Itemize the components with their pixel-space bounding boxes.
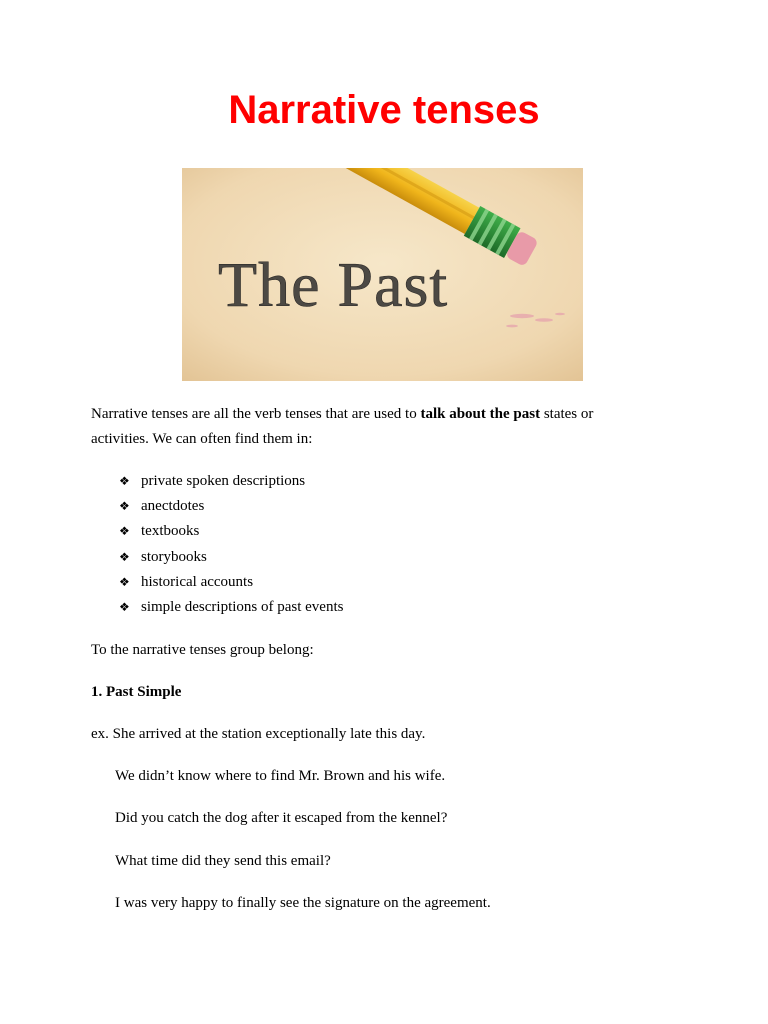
intro-bold-phrase: talk about the past — [420, 406, 541, 422]
diamond-bullet-icon: ❖ — [119, 474, 130, 488]
hero-caption: The Past — [218, 249, 449, 320]
group-intro: To the narrative tenses group belong: — [91, 642, 314, 658]
page-title: Narrative tenses — [228, 88, 540, 132]
example-sentence: I was very happy to finally see the signature on the agreement. — [115, 895, 491, 911]
example-sentence: Did you catch the dog after it escaped from the kennel? — [115, 810, 448, 826]
contexts-list — [119, 471, 343, 622]
example-sentence: We didn’t know where to find Mr. Brown and his wife. — [115, 768, 446, 784]
intro-line-2: activities. We can often find them in: — [91, 431, 313, 447]
list-item: ❖ private spoken descriptions — [119, 473, 306, 489]
intro-line-1: Narrative tenses are all the verb tenses that are used to talk about the past states or — [91, 406, 594, 422]
diamond-bullet-icon: ❖ — [119, 599, 130, 614]
example-sentence: ex. She arrived at the station exceptionally late this day. — [91, 726, 426, 742]
diamond-bullet-icon: ❖ — [119, 499, 130, 514]
the-past-image — [182, 168, 583, 381]
list-item: ❖ storybooks — [119, 548, 207, 565]
example-sentence: What time did they send this email? — [115, 853, 331, 869]
diamond-bullet-icon: ❖ — [119, 524, 130, 539]
list-item: ❖ anectdotes — [119, 498, 205, 515]
list-item: ❖ simple descriptions of past events — [119, 598, 344, 615]
list-item: ❖ historical accounts — [119, 573, 254, 590]
section-heading-past-simple: 1. Past Simple — [91, 684, 182, 700]
diamond-bullet-icon: ❖ — [119, 549, 130, 564]
list-item: ❖ textbooks — [119, 523, 200, 540]
diamond-bullet-icon: ❖ — [119, 574, 130, 589]
